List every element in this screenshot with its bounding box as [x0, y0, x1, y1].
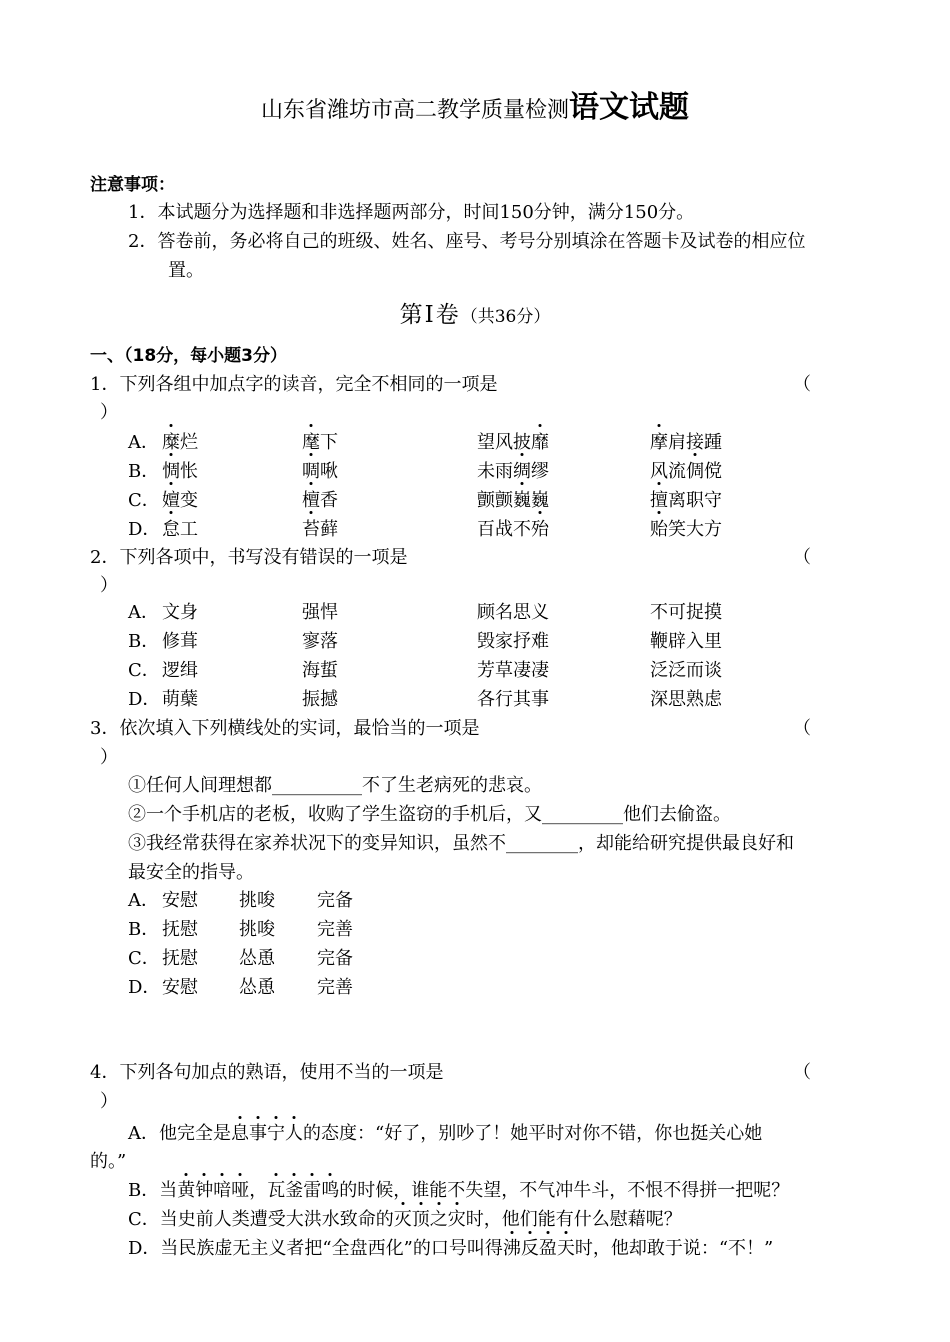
question-3-stem: 3．依次填入下列横线处的实词，最恰当的一项是: [90, 718, 480, 739]
dotted-char: 绸: [513, 458, 531, 486]
option-label: C．: [128, 660, 160, 681]
option-word: 泛泛而谈: [650, 660, 722, 681]
dotted-char: 靡: [531, 429, 549, 457]
answer-paren-close: ）: [100, 1091, 118, 1112]
dotted-char: 惆: [162, 458, 180, 486]
question-4-option-c: C．当史前人类遭受大洪水致命的灭顶之灾时，他们能有什么慰藉呢？: [128, 1207, 682, 1233]
option-label: A．: [128, 432, 159, 453]
option-word: 挑唆: [239, 890, 275, 911]
option-word: 毁家抒难: [477, 631, 549, 652]
dotted-char: 麾: [302, 429, 320, 457]
answer-paren-open: （: [793, 547, 811, 568]
option-word: 强悍: [302, 602, 338, 623]
option-word: 振撼: [302, 689, 338, 710]
option-label: D．: [128, 689, 161, 710]
option-word: 挑唆: [239, 919, 275, 940]
option-word: 萌蘖: [162, 689, 198, 710]
dotted-char: 啁: [302, 458, 320, 486]
option-word: 风流倜傥: [650, 458, 722, 486]
question-3-sentence-3: ③我经常获得在家养状况下的变异知识，虽然不________，却能给研究提供最良好和: [128, 833, 794, 854]
option-word: 各行其事: [477, 689, 549, 710]
option-word: 深思熟虑: [650, 689, 722, 710]
dotted-idiom: 息事宁人: [231, 1123, 303, 1144]
question-4-stem: 4．下列各句加点的熟语，使用不当的一项是: [90, 1062, 444, 1083]
dotted-char: 擅: [650, 487, 668, 515]
dotted-char: 巍: [513, 487, 531, 515]
option-word: 怠工: [162, 516, 198, 544]
option-word: 抚慰: [162, 919, 198, 940]
option-word: 怂恿: [239, 977, 275, 998]
dotted-char: 倜: [686, 458, 704, 486]
option-word: 安慰: [162, 977, 198, 998]
question-4-option-b: B．当黄钟喑哑，瓦釜雷鸣的时候，谁能不失望，不气冲牛斗，不恨不得拼一把呢？: [128, 1178, 789, 1204]
dotted-idiom: 黄钟喑哑: [177, 1180, 249, 1201]
dotted-char: 苔: [302, 516, 320, 544]
option-word: 檀香: [302, 487, 338, 515]
option-word: 颤颤巍巍: [477, 487, 549, 515]
page-title: [0, 88, 950, 132]
option-word: 未雨绸缪: [477, 458, 549, 486]
dotted-char: 殆: [531, 516, 549, 544]
answer-paren-open: （: [793, 1062, 811, 1083]
question-3-sentence-2: ②一个手机店的老板，收购了学生盗窃的手机后，又_________他们去偷盗。: [128, 804, 731, 825]
question-1-stem: 1．下列各组中加点字的读音，完全不相同的一项是: [90, 374, 498, 395]
option-word: 啁啾: [302, 458, 338, 486]
option-label: D．: [128, 519, 161, 540]
option-word: 惆怅: [162, 458, 198, 486]
option-word: 芳草凄凄: [477, 660, 549, 681]
notice-item-1: 1．本试题分为选择题和非选择题两部分，时间150分钟，满分150分。: [128, 202, 695, 223]
dotted-char: 嬗: [162, 487, 180, 515]
option-label: B．: [128, 631, 160, 652]
question-3-sentence-1: ①任何人间理想都__________不了生老病死的悲哀。: [128, 775, 542, 796]
option-word: 摩肩接踵: [650, 429, 722, 457]
option-word: 完善: [317, 919, 353, 940]
dotted-char: 怠: [162, 516, 180, 544]
option-word: 望风披靡: [477, 429, 549, 457]
answer-paren-open: （: [793, 718, 811, 739]
dotted-idiom: 沸反盈天: [503, 1238, 575, 1259]
answer-paren-close: ）: [100, 575, 118, 596]
notice-item-2: 2．答卷前，务必将自己的班级、姓名、座号、考号分别填涂在答题卡及试卷的相应位: [128, 231, 806, 252]
part-one-label: 一、: [90, 346, 124, 366]
option-label: B．: [128, 919, 160, 940]
question-2-stem: 2．下列各项中，书写没有错误的一项是: [90, 547, 408, 568]
option-word: 怂恿: [239, 948, 275, 969]
option-word: 百战不殆: [477, 516, 549, 544]
answer-paren-close: ）: [100, 747, 118, 768]
section-header: [0, 300, 950, 332]
section-score: （共36分）: [460, 307, 551, 327]
dotted-char: 摩: [650, 429, 668, 457]
option-word: 顾名思义: [477, 602, 549, 623]
option-word: 擅离职守: [650, 487, 722, 515]
option-word: 完备: [317, 948, 353, 969]
option-label: A．: [128, 890, 159, 911]
option-word: 海蜇: [302, 660, 338, 681]
notice-item-2-cont: 置。: [168, 260, 204, 281]
part-one-note: （18分，每小题3分）: [124, 346, 287, 366]
question-4-option-d: D．当民族虚无主义者把“全盘西化”的口号叫得沸反盈天时，他却敢于说：“不！”: [128, 1236, 773, 1262]
dotted-char: 檀: [302, 487, 320, 515]
option-word: 寥落: [302, 631, 338, 652]
option-word: 不可捉摸: [650, 602, 722, 623]
option-word: 鞭辟入里: [650, 631, 722, 652]
question-3-sentence-3-cont: 最安全的指导。: [128, 862, 254, 883]
option-word: 完备: [317, 890, 353, 911]
option-word: 麾下: [302, 429, 338, 457]
option-label: C．: [128, 948, 160, 969]
dotted-char: 糜: [162, 429, 180, 457]
option-label: B．: [128, 461, 160, 482]
section-title: 第Ⅰ卷: [399, 302, 461, 328]
option-word: 苔藓: [302, 516, 338, 544]
option-label: D．: [128, 977, 161, 998]
option-word: 修葺: [162, 631, 198, 652]
title-main: 山东省潍坊市高二教学质量检测: [260, 98, 569, 123]
dotted-idiom: 灭顶之灾: [394, 1209, 466, 1230]
answer-paren-close: ）: [100, 402, 118, 423]
option-word: 完善: [317, 977, 353, 998]
title-subject: 语文试题: [569, 90, 689, 125]
option-label: A．: [128, 602, 159, 623]
option-word: 文身: [162, 602, 198, 623]
option-word: 安慰: [162, 890, 198, 911]
option-word: 抚慰: [162, 948, 198, 969]
option-word: 糜烂: [162, 429, 198, 457]
answer-paren-open: （: [793, 374, 811, 395]
question-4-option-a-cont: 的。”: [90, 1151, 127, 1172]
dotted-idiom: 瓦釜雷鸣: [267, 1180, 339, 1201]
notice-heading: 注意事项：: [90, 175, 175, 195]
option-word: 逻缉: [162, 660, 198, 681]
dotted-char: 贻: [650, 516, 668, 544]
option-word: 贻笑大方: [650, 516, 722, 544]
question-4-option-a: A．他完全是息事宁人的态度：“好了，别吵了！她平时对你不错，你也挺关心她: [128, 1121, 762, 1147]
part-one-heading: [90, 343, 287, 369]
option-word: 嬗变: [162, 487, 198, 515]
option-label: C．: [128, 490, 160, 511]
